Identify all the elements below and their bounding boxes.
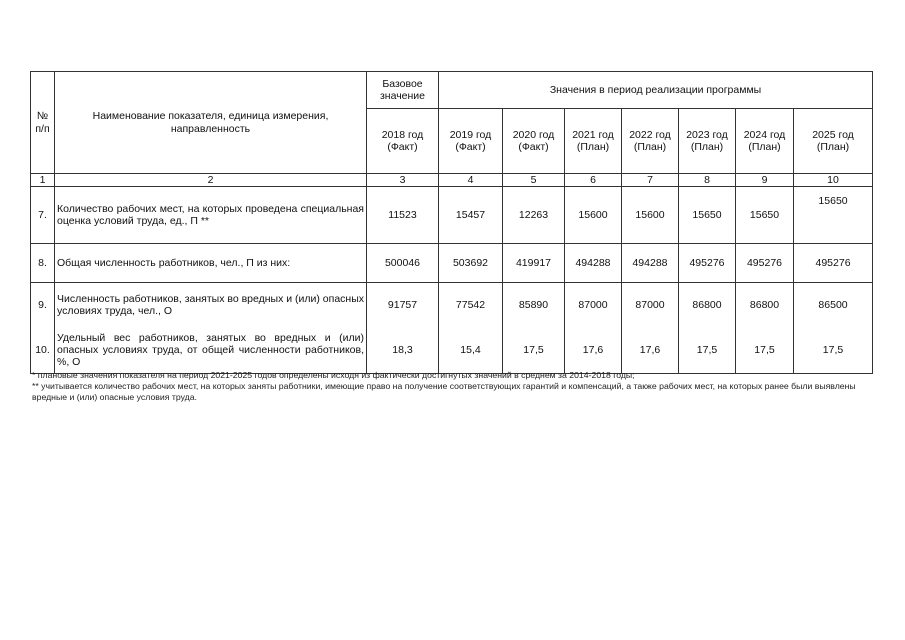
col-header-period: Значения в период реализации программы bbox=[439, 72, 873, 109]
year-kind: (План) bbox=[690, 141, 724, 153]
footnote: * плановые значения показателя на период 2021-2025 годов определены исходя из фактически достигнутых значений в среднем за 2014-2018 годы; bbox=[32, 370, 635, 380]
col-header-num: № п/п bbox=[31, 72, 55, 174]
value-cell: 17,5 bbox=[679, 327, 736, 374]
value-cell: 503692 bbox=[439, 244, 503, 283]
table-row bbox=[31, 244, 873, 283]
value-cell: 17,5 bbox=[736, 327, 794, 374]
footnotes bbox=[32, 370, 874, 403]
value-cell: 15600 bbox=[622, 187, 679, 244]
value-cell: 12263 bbox=[503, 187, 565, 244]
year-kind: (План) bbox=[748, 141, 781, 153]
index-cell: 5 bbox=[503, 174, 565, 187]
table-row bbox=[31, 187, 873, 244]
year-label: 2022 год bbox=[629, 128, 671, 141]
value-cell: 15600 bbox=[565, 187, 622, 244]
indicator-name: Численность работников, занятых во вредных и (или) опасных условиях труда, чел., О bbox=[55, 283, 367, 328]
year-kind: (План) bbox=[816, 141, 850, 153]
indicator-name: Удельный вес работников, занятых во вредных и (или) опасных условиях труда, от общей численности работников, %, О bbox=[55, 327, 367, 374]
col-header-name-text: Наименование показателя, единица измерения, направленность bbox=[92, 110, 329, 135]
value-cell: 15,4 bbox=[439, 327, 503, 374]
year-header bbox=[439, 109, 503, 174]
value-cell: 86500 bbox=[794, 283, 873, 328]
year-label: 2020 год bbox=[512, 128, 555, 141]
year-header bbox=[367, 109, 439, 174]
row-number: 7. bbox=[31, 187, 55, 244]
table-row bbox=[31, 283, 873, 328]
value-cell: 87000 bbox=[622, 283, 679, 328]
table-row bbox=[31, 327, 873, 374]
year-header bbox=[565, 109, 622, 174]
value-cell: 495276 bbox=[736, 244, 794, 283]
year-kind: (Факт) bbox=[455, 141, 486, 153]
year-header bbox=[679, 109, 736, 174]
value-cell: 17,5 bbox=[794, 327, 873, 374]
row-number: 8. bbox=[31, 244, 55, 283]
year-kind: (Факт) bbox=[518, 141, 549, 153]
year-label: 2021 год bbox=[572, 128, 614, 141]
year-label: 2025 год bbox=[812, 128, 854, 141]
indicator-name: Количество рабочих мест, на которых проведена специальная оценка условий труда, ед., П ** bbox=[55, 187, 367, 244]
year-label: 2024 год bbox=[743, 128, 786, 141]
year-header bbox=[794, 109, 873, 174]
index-cell: 7 bbox=[622, 174, 679, 187]
value-cell: 86800 bbox=[679, 283, 736, 328]
indicators-table bbox=[30, 71, 873, 374]
row-number: 9. bbox=[31, 283, 55, 328]
value-cell: 495276 bbox=[794, 244, 873, 283]
col-header-name bbox=[55, 72, 367, 174]
footnote: ** учитывается количество рабочих мест, на которых заняты работники, имеющие право на получение соответствующих гарантий и компенсаций, а также рабочих мест, на которых ранее были выявлены вредные и (или) опасные условия труда. bbox=[32, 380, 856, 402]
col-header-base: Базовое значение bbox=[367, 72, 439, 109]
value-cell: 419917 bbox=[503, 244, 565, 283]
value-cell: 17,6 bbox=[622, 327, 679, 374]
value-cell: 494288 bbox=[565, 244, 622, 283]
value-cell: 87000 bbox=[565, 283, 622, 328]
value-cell: 15457 bbox=[439, 187, 503, 244]
header-row-top bbox=[31, 72, 873, 109]
row-number: 10. bbox=[31, 327, 55, 374]
year-label: 2019 год bbox=[449, 128, 492, 141]
value-cell: 15650 bbox=[736, 187, 794, 244]
year-kind: (План) bbox=[633, 141, 667, 153]
index-cell: 6 bbox=[565, 174, 622, 187]
year-kind: (Факт) bbox=[387, 141, 418, 153]
value-cell: 77542 bbox=[439, 283, 503, 328]
indicator-table-wrapper bbox=[30, 71, 872, 374]
index-cell: 4 bbox=[439, 174, 503, 187]
value-cell: 85890 bbox=[503, 283, 565, 328]
year-header bbox=[503, 109, 565, 174]
value-cell: 15650 bbox=[679, 187, 736, 244]
year-label: 2023 год bbox=[686, 128, 728, 141]
year-header bbox=[622, 109, 679, 174]
index-cell: 10 bbox=[794, 174, 873, 187]
index-cell: 1 bbox=[31, 174, 55, 187]
value-cell: 495276 bbox=[679, 244, 736, 283]
year-header bbox=[736, 109, 794, 174]
value-cell: 494288 bbox=[622, 244, 679, 283]
year-kind: (План) bbox=[576, 141, 610, 153]
value-cell: 17,6 bbox=[565, 327, 622, 374]
value-cell: 17,5 bbox=[503, 327, 565, 374]
index-cell: 2 bbox=[55, 174, 367, 187]
column-index-row bbox=[31, 174, 873, 187]
value-cell: 11523 bbox=[367, 187, 439, 244]
value-cell: 91757 bbox=[367, 283, 439, 328]
indicator-name: Общая численность работников, чел., П из них: bbox=[55, 244, 367, 283]
value-cell: 18,3 bbox=[367, 327, 439, 374]
value-cell: 86800 bbox=[736, 283, 794, 328]
year-label: 2018 год bbox=[381, 128, 424, 141]
index-cell: 8 bbox=[679, 174, 736, 187]
value-cell: 15650 bbox=[794, 187, 873, 244]
value-cell: 500046 bbox=[367, 244, 439, 283]
index-cell: 9 bbox=[736, 174, 794, 187]
index-cell: 3 bbox=[367, 174, 439, 187]
